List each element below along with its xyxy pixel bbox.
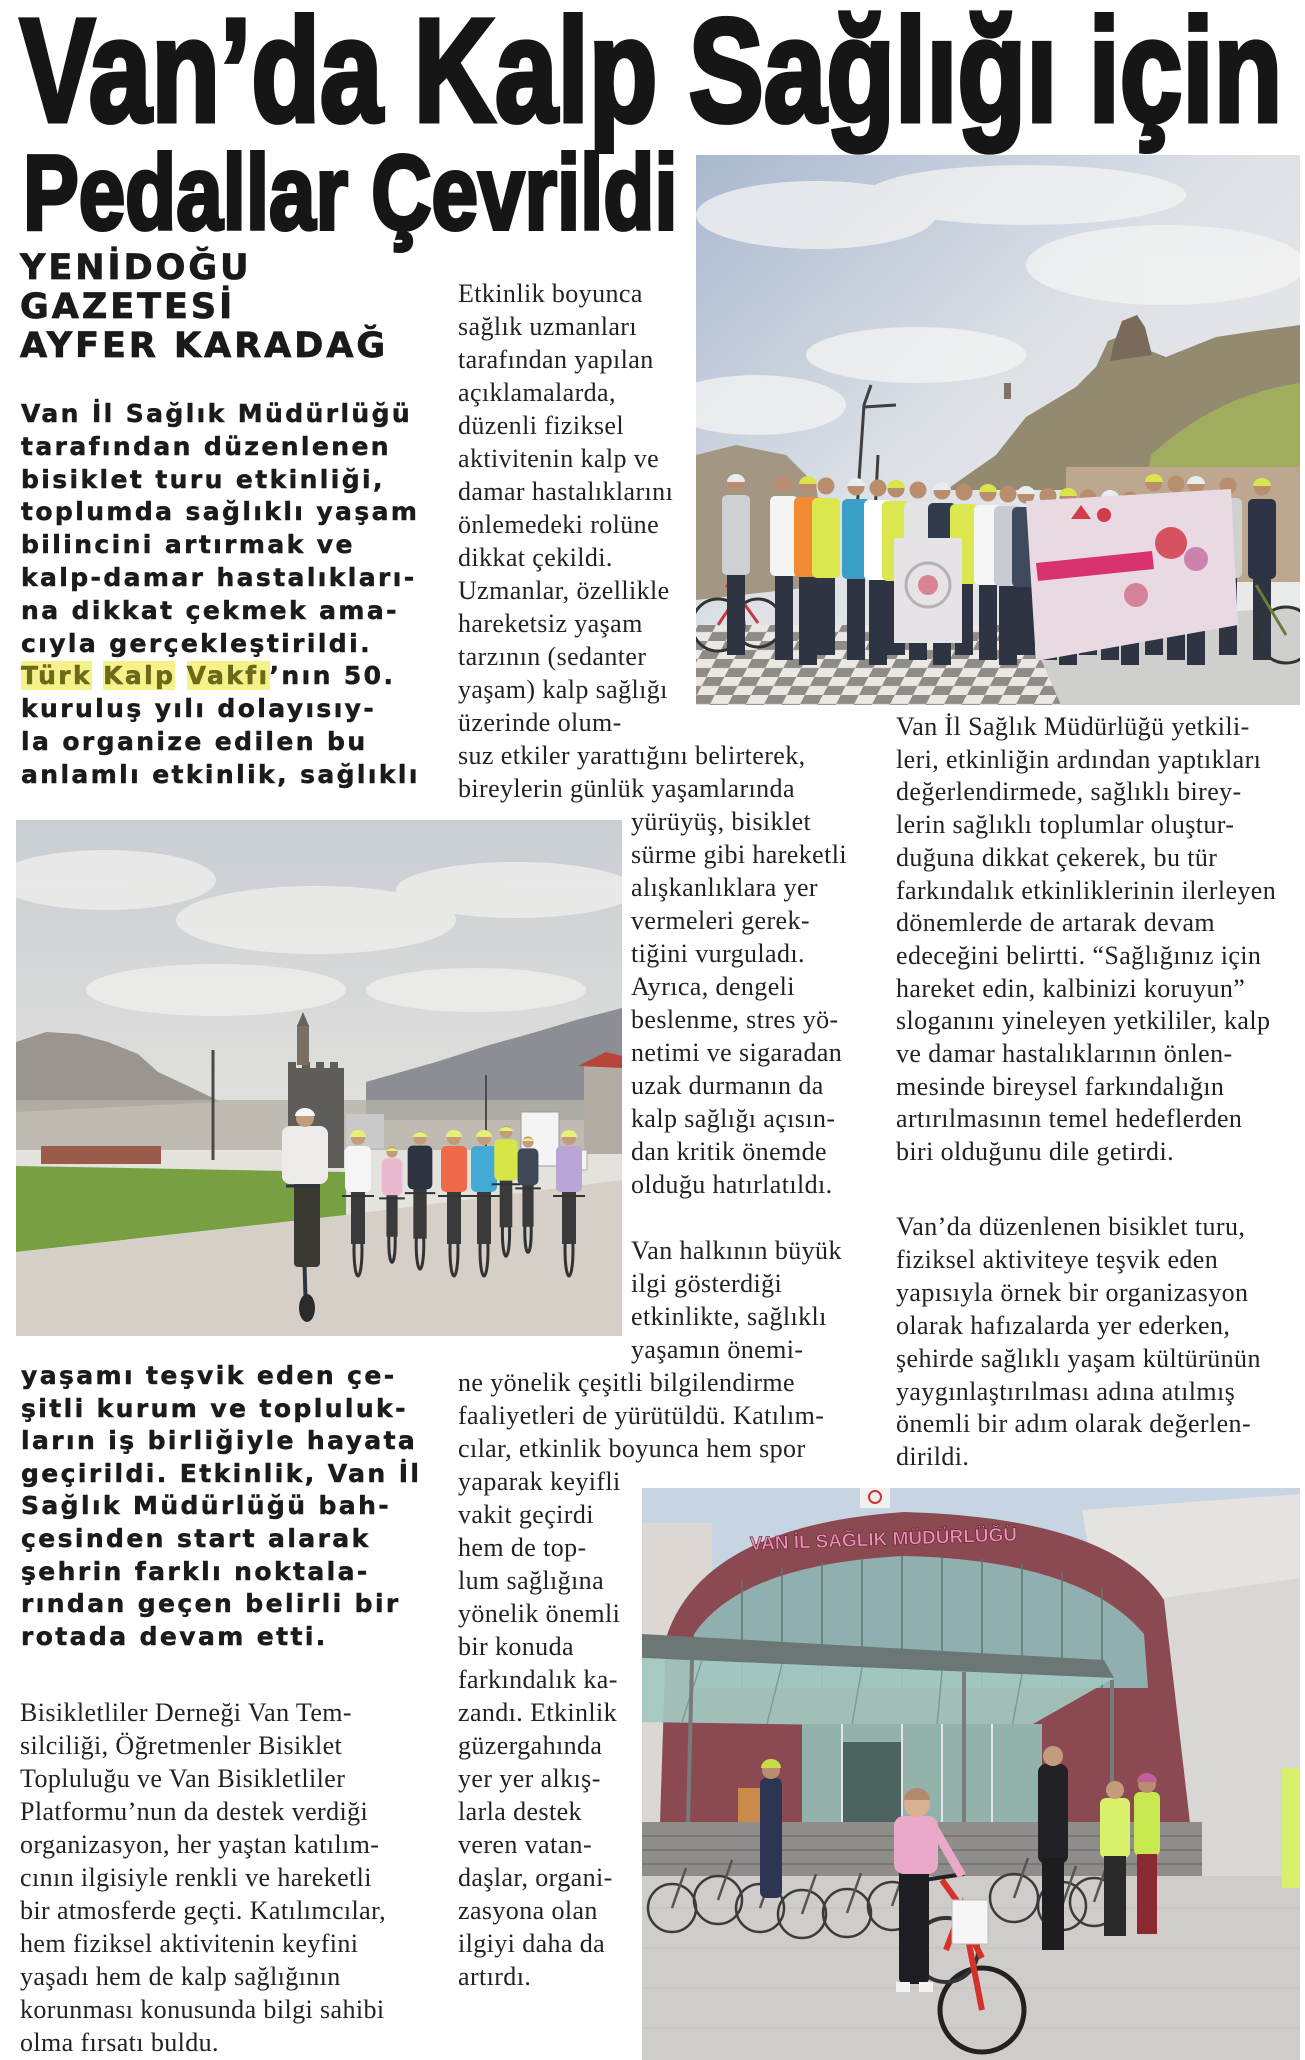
body-line: yapısıyla örnek bir organizasyon [896,1277,1249,1307]
body-line: beslenme, stres yö- [631,1005,839,1034]
body-line: yaşamın önemi- [631,1335,804,1364]
lead-line: la organize edilen bu [21,726,368,756]
body-line: fiziksel aktiviteye teşvik eden [896,1244,1219,1274]
left-column-body [20,1696,386,2059]
body-line: olma fırsatı buldu. [20,2028,219,2057]
body-line: dan kritik önemde [631,1137,827,1166]
body-line: hem fiziksel aktivitenin keyfini [20,1929,359,1958]
body-line: yönelik önemli [458,1599,621,1628]
middle-column-para2-indented [631,1234,842,1366]
body-line: Van’da düzenlenen bisiklet turu, [896,1212,1246,1241]
body-line: yaparak keyifli [458,1467,621,1496]
body-line: larla destek [458,1797,582,1826]
highlight-line-rest: ’nın 50. [269,661,396,691]
body-line: Van halkının büyük [631,1236,842,1265]
byline-line: GAZETESİ [20,287,236,327]
body-line: lum sağlığına [458,1566,605,1595]
body-line: güzergahında [458,1731,603,1760]
body-line: aktivitenin kalp ve [458,444,660,473]
right-column-para1 [896,711,1276,1169]
photo-group-svg [696,155,1300,705]
body-line: ne yönelik çeşitli bilgilendirme [458,1368,795,1397]
body-line: duğuna dikkat çekerek, bu tür [896,842,1218,872]
body-line: değerlendirmede, sağlıklı birey- [896,777,1242,807]
body-line: hareket edin, kalbinizi koruyun” [896,973,1246,1003]
lead-paragraph-continued [21,1360,421,1653]
body-line: sağlık uzmanları [458,312,637,341]
body-line: lerin sağlıklı toplumlar oluştur- [896,810,1235,840]
body-line: sloganını yineleyen yetkililer, kalp [896,1006,1271,1036]
lead-line: kuruluş yılı dolayısıy- [21,694,377,724]
lead-line: Van İl Sağlık Müdürlüğü [21,399,413,428]
headline-line-2: Pedallar Çevrildi [23,134,678,252]
body-line: önemli bir adım olarak değerlen- [896,1409,1252,1439]
body-line: şehirde sağlıklı yaşam kültürünün [896,1343,1261,1373]
body-line: ve damar hastalıklarının önlen- [896,1039,1233,1069]
photo-building-svg [642,1488,1300,2060]
body-line: netimi ve sigaradan [631,1038,843,1067]
lead-highlight-line [21,660,420,693]
body-line: veren vatan- [458,1830,593,1859]
body-line: yaşam) kalp sağlığı [458,675,668,704]
body-line: vermeleri gerek- [631,906,810,935]
lead-line: bilincini artırmak ve [21,530,355,560]
body-line: Bisikletliler Derneği Van Tem- [20,1698,352,1727]
body-line: sürme gibi hareketli [631,840,847,869]
right-column-para2 [896,1211,1261,1474]
body-line: ilgi gösterdiği [631,1269,783,1298]
body-line: biri olduğunu dile getirdi. [896,1137,1174,1167]
headline-line-1: Van’da Kalp Sağlığı için [20,0,1283,153]
body-line: cılar, etkinlik boyunca hem spor [458,1434,806,1463]
highlight-word: Kalp [103,661,176,691]
lead-line: anlamlı etkinlik, sağlıklı [21,759,420,789]
body-line: suz etkiler yarattığını belirterek, [458,741,806,770]
body-line: tarafından yapılan [458,345,654,374]
body-line: etkinlikte, sağlıklı [631,1302,827,1331]
body-line: bir atmosferde geçti. Katılımcılar, [20,1896,386,1925]
body-line: damar hastalıklarını [458,477,674,506]
middle-column-para1-indented [631,805,847,1201]
body-line: olarak hafızalarda yer ederken, [896,1310,1231,1340]
body-line: leri, etkinliğin ardından yaptıkları [896,744,1262,774]
lead-line: şehrin farklı noktala- [21,1556,370,1586]
lead-lines-after [21,693,420,791]
building-sign-text: VAN İL SAĞLIK MÜDÜRLÜĞÜ [749,1524,1018,1555]
fence [41,1146,161,1164]
body-line: kalp sağlığı açısın- [631,1104,836,1133]
body-line: artırdı. [458,1962,532,1991]
lead-line: ların iş birliğiyle hayata [21,1426,418,1456]
body-line: farkındalık etkinliklerinin ilerleyen [896,875,1277,905]
highlight-word: Türk [21,661,93,691]
body-line: organizasyon, her yaştan katılım- [20,1830,380,1859]
photo-cyclists-on-road [16,820,622,1336]
highlight-word: Vakfı [186,661,270,691]
body-line: Etkinlik boyunca [458,279,643,308]
body-line: tiğini vurguladı. [631,939,805,968]
body-line: yaşadı hem de kalp sağlığının [20,1962,341,1991]
body-line: alışkanlıklara yer [631,873,818,902]
byline-line: YENİDOĞU [20,248,252,288]
body-line: bireylerin günlük yaşamlarında [458,774,795,803]
body-line: olduğu hatırlatıldı. [631,1170,833,1199]
body-line: artırılmasının temel hedeflerden [896,1104,1243,1134]
lead-line: yaşamı teşvik eden çe- [21,1361,397,1390]
body-line: mesinde bireysel farkındalığın [896,1071,1225,1101]
lead-line: na dikkat çekmek ama- [21,595,399,625]
lead-line: tarafından düzenlenen [21,431,392,461]
roadside-building [578,1052,622,1154]
body-line: bir konuda [458,1632,574,1661]
lead-line: rından geçen belirli bir [21,1589,401,1619]
body-line: dikkat çekildi. [458,543,613,572]
photo-cyclists-svg [16,820,622,1336]
body-line: hareketsiz yaşam [458,609,643,638]
lead-line: bisiklet turu etkinliği, [21,464,385,494]
body-line: ilgiyi daha da [458,1929,606,1958]
body-line: üzerinde olum- [458,708,622,737]
body-line: korunması konusunda bilgi sahibi [20,1995,385,2024]
body-line: yer yer alkış- [458,1764,601,1793]
lead-line: toplumda sağlıklı yaşam [21,497,420,527]
body-line: dönemlerde de artarak devam [896,908,1216,938]
lead-line: çesinden start alarak [21,1523,371,1553]
body-line: Ayrıca, dengeli [631,972,795,1001]
body-line: zandı. Etkinlik [458,1698,618,1727]
body-line: Topluluğu ve Van Bisikletliler [20,1764,346,1793]
white-banner [894,538,962,643]
lead-line: rotada devam etti. [21,1621,328,1651]
body-line: Uzmanlar, özellikle [458,576,670,605]
body-line: faaliyetleri de yürütüldü. Katılım- [458,1401,825,1430]
body-line: düzenli fiziksel [458,411,624,440]
body-line: vakit geçirdi [458,1500,594,1529]
body-line: yaygınlaştırılması adına atılmış [896,1376,1236,1406]
body-line: daşlar, organi- [458,1863,613,1892]
body-line: Van İl Sağlık Müdürlüğü yetkili- [896,712,1250,741]
body-line: dirildi. [896,1442,970,1472]
byline-line: AYFER KARADAĞ [20,326,389,366]
body-line: önlemedeki rolüne [458,510,660,539]
body-line: açıklamalarda, [458,378,616,407]
body-line: silciliği, Öğretmenler Bisiklet [20,1731,343,1760]
body-line: edeceğini belirtti. “Sağlığınız için [896,940,1262,970]
photo-health-directorate [642,1488,1300,2060]
body-line: tarzının (sedanter [458,642,647,671]
lead-line: şitli kurum ve topluluk- [21,1393,408,1423]
body-line: farkındalık ka- [458,1665,618,1694]
body-line: yürüyüş, bisiklet [631,807,812,836]
body-line: Platformu’nun da destek verdiği [20,1797,369,1826]
entrance-door [842,1742,902,1824]
body-line: uzak durmanın da [631,1071,824,1100]
body-line: cının ilgisiyle renkli ve hareketli [20,1863,372,1892]
body-line: hem de top- [458,1533,587,1562]
lead-paragraph [21,398,420,792]
lead-line: Sağlık Müdürlüğü bah- [21,1491,392,1521]
photo-group-at-castle [696,155,1300,705]
body-line: zasyona olan [458,1896,598,1925]
lead-lines-before [21,398,420,660]
lead-line: cıyla gerçekleştirildi. [21,628,372,658]
lead-line: kalp-damar hastalıkları- [21,562,417,592]
byline [20,249,388,366]
lead-line: geçirildi. Etkinlik, Van İl [21,1458,422,1488]
